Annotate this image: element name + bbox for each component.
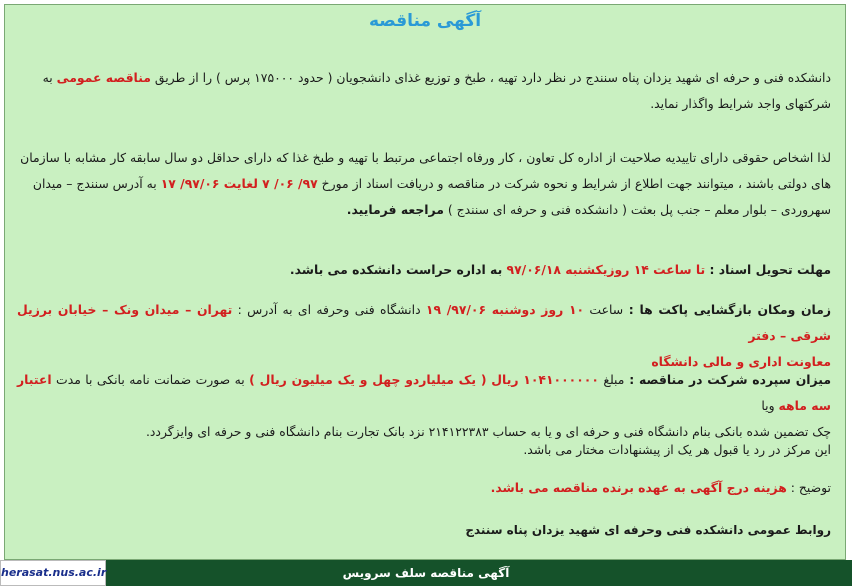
note-text: هزینه درج آگهی به عهده برنده مناقصه می باشد. (490, 480, 787, 495)
opening-address-end: معاونت اداری و مالی دانشگاه (651, 354, 831, 369)
opening-address: تهران – میدان ونک – خیابان برزیل شرقی – دفتر (17, 302, 831, 343)
intro-text-line2: شرکتهای واجد شرایط واگذار نماید. (650, 96, 831, 111)
paragraph-eligibility (17, 145, 831, 223)
deadline-rest: به اداره حراست دانشکده می باشد. (289, 262, 507, 277)
notice-title: آگهی مناقصه (368, 11, 482, 31)
deadline-value: تا ساعت ۱۴ روزیکشنبه ۹۷/۰۶/۱۸ (506, 262, 706, 277)
deposit-or: ویا (761, 398, 779, 413)
note-label: توضیح : (786, 480, 831, 495)
address-start: به آدرس سنندج – میدان (32, 176, 161, 191)
intro-text: دانشکده فنی و حرفه ای شهید یزدان پناه سنندج در نظر دارد تهیه ، طبخ و توزیع غذای دانشجویان ( حدود ۱۷۵۰۰۰ پرس ) را از طریق (150, 70, 831, 85)
public-tender-highlight: مناقصه عمومی (56, 70, 151, 85)
refer-text: مراجعه فرمایید. (346, 202, 444, 217)
address-end: سهروردی – بلوار معلم – جنب پل بعثت ( دانشکده فنی و حرفه ای سنندج ) (443, 202, 831, 217)
opening-address-label: دانشگاه فنی وحرفه ای به آدرس : (232, 302, 426, 317)
paragraph-deadline (17, 257, 831, 283)
paragraph-intro (17, 65, 831, 117)
rights-text: این مرکز در رد یا قبول هر یک از پیشنهادات مختار می باشد. (523, 442, 831, 457)
deposit-cheque-text: چک تضمین شده بانکی بنام دانشگاه فنی و حرفه ای و یا به حساب ۲۱۴۱۲۲۳۸۳ نزد بانک تجارت بنام دانشگاه فنی و حرفه ای وایزگردد. (145, 424, 831, 439)
footer-bar (0, 560, 852, 586)
paragraph-deposit (17, 367, 831, 445)
paragraph-opening (17, 297, 831, 375)
deposit-amount: ۱۰۴۱۰۰۰۰۰۰ ریال ( یک میلیاردو چهل و یک میلیون ریال ) (249, 372, 599, 387)
deposit-label: میزان سپرده شرکت در مناقصه : (624, 372, 831, 387)
opening-label: زمان ومکان بازگشایی پاکت ها : (623, 302, 831, 317)
deadline-label: مهلت تحویل اسناد : (705, 262, 831, 277)
paragraph-note (17, 475, 831, 501)
opening-text: ساعت (584, 302, 624, 317)
opening-time: ۱۰ روز دوشنبه ۹۷/۰۶/ ۱۹ (425, 302, 585, 317)
eligibility-text: لذا اشخاص حقوقی دارای تاییدیه صلاحیت از اداره کل تعاون ، کار ورفاه اجتماعی مرتبط با تهیه و طبخ غذا که دارای حداقل دو سال سابقه کار مشابه با سازمان (20, 150, 831, 165)
eligibility-text-2: های دولتی باشند ، میتوانند جهت اطلاع از شرایط و نحوه شرکت در مناقصه و دریافت اسناد از مورخ (317, 176, 831, 191)
intro-text-end: به (42, 70, 57, 85)
deposit-validity: اعتبار سه ماهه (17, 372, 831, 413)
document-date-range: ۹۷/ ۰۶/ ۷ لغایت ۹۷/۰۶/ ۱۷ (160, 176, 318, 191)
site-logo[interactable]: herasat.nus.ac.ir (0, 560, 106, 586)
paragraph-rights (17, 437, 831, 463)
notice-panel (4, 4, 846, 560)
signature: روابط عمومی دانشکده فنی وحرفه ای شهید یزدان پناه سنندج (465, 523, 831, 537)
deposit-text: مبلغ (598, 372, 625, 387)
footer-title: آگهی مناقصه سلف سرویس (342, 566, 510, 580)
deposit-guarantee: به صورت ضمانت نامه بانکی با مدت (51, 372, 250, 387)
